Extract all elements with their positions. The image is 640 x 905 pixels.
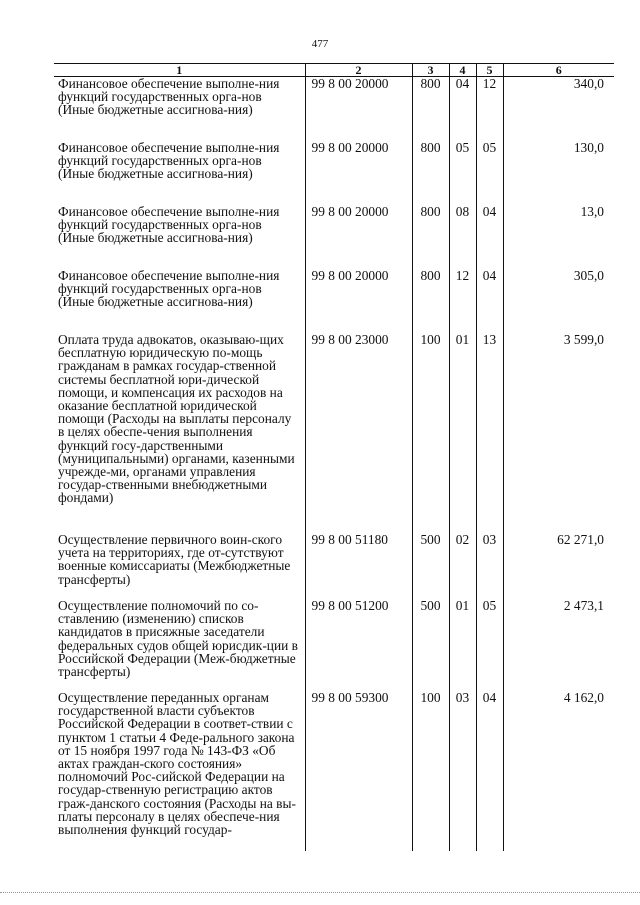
row-description: Финансовое обеспечение выполне-ния функций государственных орга-нов (Иные бюджетные ассигнова-ния) bbox=[58, 268, 280, 310]
row-col4: 01 bbox=[449, 599, 476, 691]
row-col3: 100 bbox=[412, 333, 449, 533]
row-code: 99 8 00 23000 bbox=[305, 333, 412, 533]
row-code: 99 8 00 51200 bbox=[305, 599, 412, 691]
row-col5: 12 bbox=[476, 77, 503, 142]
table-row bbox=[54, 77, 614, 142]
row-col4: 05 bbox=[449, 141, 476, 205]
table-row bbox=[54, 269, 614, 333]
row-col4: 12 bbox=[449, 269, 476, 333]
row-col4: 08 bbox=[449, 205, 476, 269]
table-row bbox=[54, 333, 614, 533]
row-col5: 04 bbox=[476, 691, 503, 851]
row-amount: 62 271,0 bbox=[503, 533, 614, 599]
row-col3: 500 bbox=[412, 533, 449, 599]
table-row bbox=[54, 205, 614, 269]
row-code: 99 8 00 20000 bbox=[305, 205, 412, 269]
row-col5: 13 bbox=[476, 333, 503, 533]
budget-table bbox=[54, 63, 614, 851]
row-col5: 03 bbox=[476, 533, 503, 599]
row-code: 99 8 00 20000 bbox=[305, 141, 412, 205]
row-col3: 800 bbox=[412, 269, 449, 333]
table-header-row bbox=[54, 64, 614, 77]
row-col3: 500 bbox=[412, 599, 449, 691]
row-col5: 04 bbox=[476, 205, 503, 269]
row-amount: 13,0 bbox=[503, 205, 614, 269]
row-col3: 800 bbox=[412, 205, 449, 269]
row-description: Осуществление переданных органам государственной власти субъектов Российской Федерации в соответ-ствии с пунктом 1 статьи 4 Феде-рального закона от 15 ноября 1997 года № 143-ФЗ «Об актах граждан-ского состояния» полномочий Рос-сийской Федерации на государ-ственную регистрацию актов граж-данского состояния (Расходы на вы-платы персоналу в целях обеспече-ния выполнения функций государ- bbox=[58, 690, 296, 838]
header-col-2: 2 bbox=[305, 64, 412, 77]
row-description: Финансовое обеспечение выполне-ния функций государственных орга-нов (Иные бюджетные ассигнова-ния) bbox=[58, 204, 280, 246]
row-amount: 305,0 bbox=[503, 269, 614, 333]
row-amount: 130,0 bbox=[503, 141, 614, 205]
scan-edge-divider bbox=[0, 891, 640, 893]
header-col-3: 3 bbox=[412, 64, 449, 77]
row-code: 99 8 00 59300 bbox=[305, 691, 412, 851]
header-col-5: 5 bbox=[476, 64, 503, 77]
row-amount: 2 473,1 bbox=[503, 599, 614, 691]
table-row bbox=[54, 141, 614, 205]
row-code: 99 8 00 51180 bbox=[305, 533, 412, 599]
row-code: 99 8 00 20000 bbox=[305, 77, 412, 142]
row-col4: 04 bbox=[449, 77, 476, 142]
header-col-1: 1 bbox=[54, 64, 305, 77]
row-amount: 4 162,0 bbox=[503, 691, 614, 851]
table-row bbox=[54, 691, 614, 851]
header-col-6: 6 bbox=[503, 64, 614, 77]
row-col5: 05 bbox=[476, 141, 503, 205]
row-code: 99 8 00 20000 bbox=[305, 269, 412, 333]
page-number: 477 bbox=[311, 38, 329, 50]
header-col-4: 4 bbox=[449, 64, 476, 77]
row-amount: 3 599,0 bbox=[503, 333, 614, 533]
row-col3: 100 bbox=[412, 691, 449, 851]
row-col4: 02 bbox=[449, 533, 476, 599]
row-description: Оплата труда адвокатов, оказываю-щих бесплатную юридическую по-мощь гражданам в рамках государ-ственной системы бесплатной юри-дической помощи, и компенсация их расходов на оказание бесплатной юридической помощи (Расходы на выплаты персоналу в целях обеспе-чения выполнения функций госу-дарственными (муниципальными) органами, казенными учрежде-ми, органами управления государ-ственными внебюджетными фондами) bbox=[58, 332, 295, 506]
row-description: Осуществление первичного воин-ского учета на территориях, где от-сутствуют военные комиссариаты (Межбюджетные трансферты) bbox=[58, 532, 291, 587]
row-col3: 800 bbox=[412, 141, 449, 205]
row-col4: 03 bbox=[449, 691, 476, 851]
table-row bbox=[54, 533, 614, 599]
table-row bbox=[54, 599, 614, 691]
row-col3: 800 bbox=[412, 77, 449, 142]
row-description: Финансовое обеспечение выполне-ния функций государственных орга-нов (Иные бюджетные ассигнова-ния) bbox=[58, 140, 280, 182]
row-description: Осуществление полномочий по со-ставлению (изменению) списков кандидатов в присяжные заседатели федеральных судов общей юрисдик-ции в Российской Федерации (Меж-бюджетные трансферты) bbox=[58, 598, 298, 680]
row-description: Финансовое обеспечение выполне-ния функций государственных орга-нов (Иные бюджетные ассигнова-ния) bbox=[58, 76, 280, 118]
row-amount: 340,0 bbox=[503, 77, 614, 142]
row-col5: 04 bbox=[476, 269, 503, 333]
row-col5: 05 bbox=[476, 599, 503, 691]
row-col4: 01 bbox=[449, 333, 476, 533]
